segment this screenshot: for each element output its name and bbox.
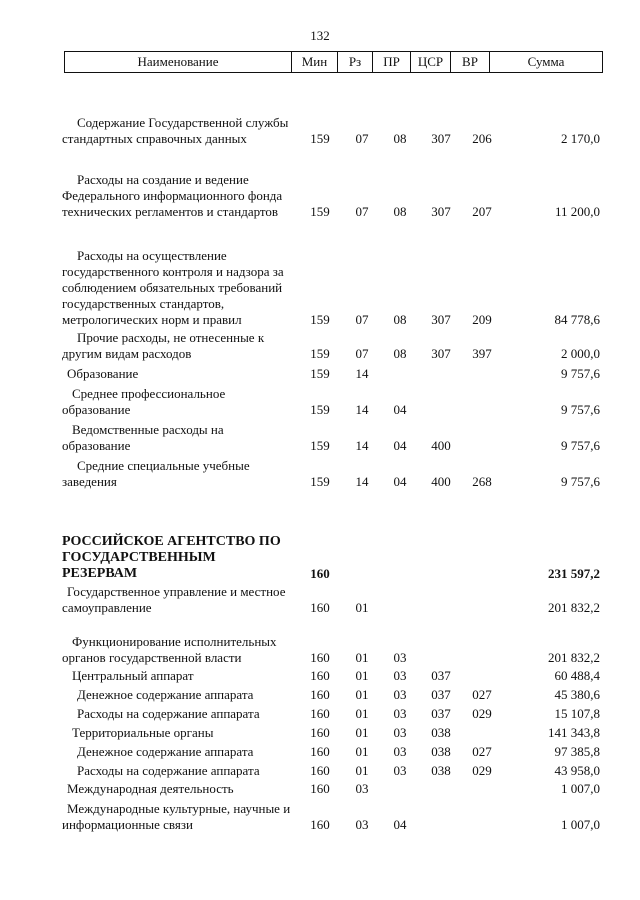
- table-row: [0, 723, 640, 741]
- row-vr: 027: [472, 744, 492, 759]
- row-name: Денежное содержание аппарата: [77, 687, 254, 702]
- row-min: 160: [310, 706, 330, 721]
- row-min: 159: [310, 366, 330, 381]
- row-pr: 08: [393, 131, 407, 146]
- row-min: 159: [310, 131, 330, 146]
- row-csr: 400: [431, 474, 451, 489]
- row-sum: 97 385,8: [554, 744, 600, 759]
- row-sum: 84 778,6: [554, 312, 600, 327]
- row-csr: 038: [431, 763, 451, 778]
- row-name: Средние специальные учебные заведения: [62, 458, 250, 489]
- row-sum: 9 757,6: [561, 366, 600, 381]
- table-row: [0, 761, 640, 779]
- table-row: [0, 666, 640, 684]
- table-row: [0, 742, 640, 760]
- row-sum: 15 107,8: [554, 706, 600, 721]
- table-row: [0, 582, 640, 616]
- row-min: 159: [310, 474, 330, 489]
- row-csr: 307: [431, 346, 451, 361]
- row-min: 159: [310, 312, 330, 327]
- row-name: Центральный аппарат: [72, 668, 194, 683]
- row-name: Денежное содержание аппарата: [77, 744, 254, 759]
- header-sum: Сумма: [489, 52, 602, 72]
- row-pr: 03: [393, 725, 407, 740]
- row-vr: 268: [472, 474, 492, 489]
- row-min: 160: [310, 763, 330, 778]
- row-csr: 038: [431, 744, 451, 759]
- row-csr: 037: [431, 706, 451, 721]
- row-pr: 04: [393, 438, 407, 453]
- table-row: [0, 456, 640, 490]
- row-rz: 01: [355, 600, 369, 615]
- row-name: Расходы на содержание аппарата: [77, 763, 260, 778]
- table-row: [0, 420, 640, 454]
- row-min: 160: [310, 650, 330, 665]
- table-row: [0, 797, 640, 833]
- row-vr: 397: [472, 346, 492, 361]
- header-pr: ПР: [372, 52, 410, 72]
- row-pr: 03: [393, 763, 407, 778]
- row-pr: 04: [393, 817, 407, 832]
- page-number: 132: [310, 28, 330, 43]
- row-sum: 201 832,2: [548, 600, 600, 615]
- header-min: Мин: [291, 52, 337, 72]
- row-vr: 029: [472, 706, 492, 721]
- row-csr: 037: [431, 687, 451, 702]
- table-row: [0, 779, 640, 797]
- row-sum: 43 958,0: [554, 763, 600, 778]
- row-sum: 201 832,2: [548, 650, 600, 665]
- row-pr: 03: [393, 706, 407, 721]
- row-min: 160: [310, 744, 330, 759]
- header-csr: ЦСР: [410, 52, 450, 72]
- row-rz: 14: [355, 474, 369, 489]
- header-rz: Рз: [337, 52, 372, 72]
- row-pr: 04: [393, 474, 407, 489]
- row-csr: 038: [431, 725, 451, 740]
- row-sum: 11 200,0: [554, 204, 600, 219]
- row-name: Прочие расходы, не отнесенные к другим видам расходов: [62, 330, 265, 361]
- row-vr: 027: [472, 687, 492, 702]
- row-name: Функционирование исполнительных органов государственной власти: [62, 634, 277, 665]
- row-name: Территориальные органы: [72, 725, 214, 740]
- row-rz: 07: [355, 312, 369, 327]
- row-pr: 08: [393, 204, 407, 219]
- row-rz: 01: [355, 706, 369, 721]
- row-min: 160: [310, 781, 330, 796]
- row-min: 160: [310, 600, 330, 615]
- row-csr: 400: [431, 438, 451, 453]
- table-row: [0, 384, 640, 418]
- row-sum: 2 000,0: [561, 346, 600, 361]
- row-rz: 14: [355, 402, 369, 417]
- table-row: [0, 228, 640, 328]
- row-sum: 141 343,8: [548, 725, 600, 740]
- row-sum: 9 757,6: [561, 438, 600, 453]
- row-name: Международные культурные, научные и информационные связи: [62, 801, 291, 832]
- header-vr: ВР: [450, 52, 489, 72]
- row-vr: 206: [472, 131, 492, 146]
- row-sum: 9 757,6: [561, 402, 600, 417]
- row-rz: 01: [355, 687, 369, 702]
- row-csr: 307: [431, 312, 451, 327]
- header-name: Наименование: [137, 54, 219, 69]
- row-sum: 60 488,4: [554, 668, 600, 683]
- row-csr: 307: [431, 204, 451, 219]
- row-rz: 03: [355, 781, 369, 796]
- row-csr: 037: [431, 668, 451, 683]
- row-name: Расходы на содержание аппарата: [77, 706, 260, 721]
- row-rz: 03: [355, 817, 369, 832]
- row-pr: 03: [393, 744, 407, 759]
- row-rz: 01: [355, 725, 369, 740]
- row-vr: 207: [472, 204, 492, 219]
- row-csr: 307: [431, 131, 451, 146]
- row-min: 160: [310, 687, 330, 702]
- table-row: [0, 152, 640, 220]
- table-row: [0, 616, 640, 666]
- row-rz: 01: [355, 668, 369, 683]
- row-rz: 14: [355, 438, 369, 453]
- row-rz: 01: [355, 763, 369, 778]
- row-min: 159: [310, 438, 330, 453]
- row-name: Расходы на осуществление государственного контроля и надзора за соблюдением обязательных требований государственных стандартов, метрологических норм и правил: [62, 248, 284, 327]
- row-pr: 03: [393, 650, 407, 665]
- table-row: [0, 328, 640, 362]
- row-rz: 07: [355, 346, 369, 361]
- row-min: 159: [310, 402, 330, 417]
- row-rz: 14: [355, 366, 369, 381]
- row-pr: 08: [393, 346, 407, 361]
- row-sum: 45 380,6: [554, 687, 600, 702]
- row-pr: 03: [393, 687, 407, 702]
- row-sum: 2 170,0: [561, 131, 600, 146]
- row-sum: 9 757,6: [561, 474, 600, 489]
- table-header: [64, 51, 603, 73]
- row-name: Среднее профессиональное образование: [62, 386, 226, 417]
- row-min: 160: [310, 817, 330, 832]
- row-rz: 07: [355, 204, 369, 219]
- row-min: 160: [310, 668, 330, 683]
- row-min: 159: [310, 204, 330, 219]
- row-name: Ведомственные расходы на образование: [62, 422, 224, 453]
- row-min: 159: [310, 346, 330, 361]
- table-row: [0, 704, 640, 722]
- row-rz: 01: [355, 650, 369, 665]
- row-name: Образование: [67, 366, 139, 381]
- row-rz: 07: [355, 131, 369, 146]
- row-sum: 1 007,0: [561, 817, 600, 832]
- row-pr: 03: [393, 668, 407, 683]
- row-name: РОССИЙСКОЕ АГЕНТСТВО ПО ГОСУДАРСТВЕННЫМ РЕЗЕРВАМ: [62, 534, 281, 581]
- row-rz: 01: [355, 744, 369, 759]
- row-min: 160: [310, 725, 330, 740]
- table-row-agency: [0, 530, 640, 582]
- table-row: [0, 364, 640, 382]
- table-row: [0, 685, 640, 703]
- table-row: [0, 95, 640, 147]
- row-name: Международная деятельность: [67, 781, 234, 796]
- row-name: Государственное управление и местное самоуправление: [62, 584, 286, 615]
- row-sum: 1 007,0: [561, 781, 600, 796]
- row-vr: 209: [472, 312, 492, 327]
- row-vr: 029: [472, 763, 492, 778]
- row-name: Расходы на создание и ведение Федерального информационного фонда технических регламентов и стандартов: [62, 172, 283, 219]
- row-sum: 231 597,2: [548, 566, 600, 581]
- row-pr: 04: [393, 402, 407, 417]
- row-name: Содержание Государственной службы стандартных справочных данных: [62, 115, 289, 146]
- row-pr: 08: [393, 312, 407, 327]
- row-min: 160: [310, 566, 330, 581]
